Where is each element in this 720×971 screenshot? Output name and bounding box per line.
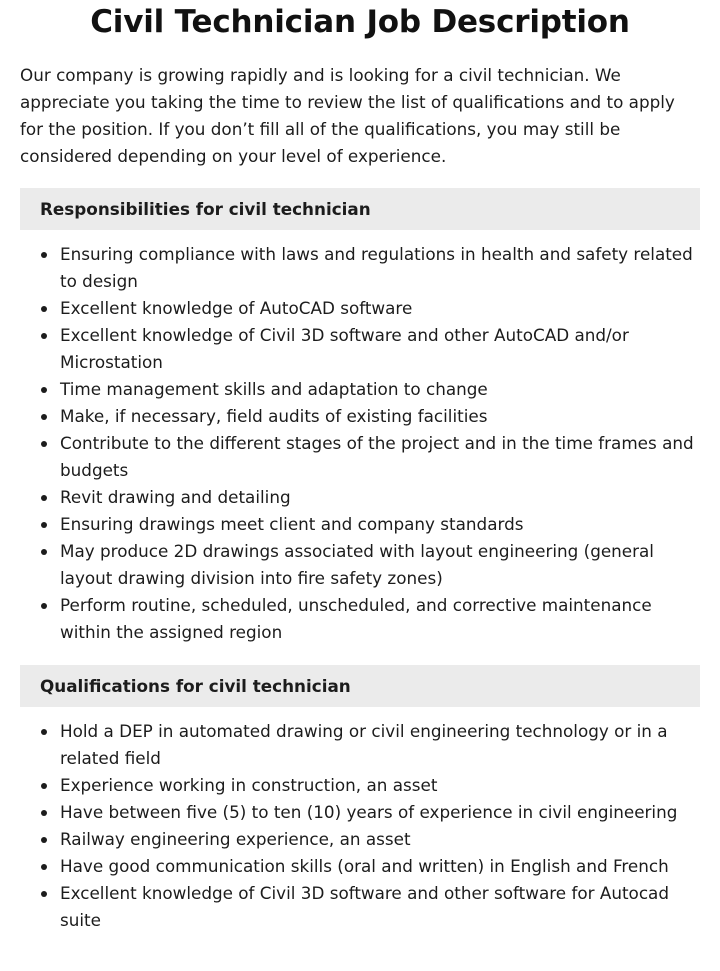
bullet-icon bbox=[41, 837, 47, 843]
list-item bbox=[20, 826, 700, 853]
list-item-text: Time management skills and adaptation to change bbox=[60, 379, 488, 399]
list-item-text: Excellent knowledge of Civil 3D software and other software for Autocad suite bbox=[60, 883, 669, 930]
list-item bbox=[20, 295, 700, 322]
bullet-icon bbox=[41, 414, 47, 420]
list-item bbox=[20, 322, 700, 376]
list-item bbox=[20, 403, 700, 430]
list-item bbox=[20, 484, 700, 511]
bullet-icon bbox=[41, 306, 47, 312]
list-item bbox=[20, 538, 700, 592]
qualifications-list bbox=[20, 718, 700, 934]
bullet-icon bbox=[41, 891, 47, 897]
bullet-icon bbox=[41, 810, 47, 816]
list-item bbox=[20, 376, 700, 403]
list-item-text: Perform routine, scheduled, unscheduled, and corrective maintenance within the assigned region bbox=[60, 595, 652, 642]
list-item bbox=[20, 592, 700, 646]
list-item-text: Have good communication skills (oral and written) in English and French bbox=[60, 856, 669, 876]
list-item bbox=[20, 772, 700, 799]
list-item-text: Ensuring drawings meet client and company standards bbox=[60, 514, 524, 534]
list-item bbox=[20, 511, 700, 538]
list-item bbox=[20, 799, 700, 826]
list-item-text: Make, if necessary, field audits of existing facilities bbox=[60, 406, 488, 426]
intro-paragraph: Our company is growing rapidly and is looking for a civil technician. We appreciate you taking the time to review the list of qualifications and to apply for the position. If you don’t fill all of the qualifications, you may still be considered depending on your level of experience. bbox=[20, 65, 675, 166]
bullet-icon bbox=[41, 387, 47, 393]
list-item-text: May produce 2D drawings associated with layout engineering (general layout drawing division into fire safety zones) bbox=[60, 541, 654, 588]
bullet-icon bbox=[41, 783, 47, 789]
list-item-text: Contribute to the different stages of the project and in the time frames and budgets bbox=[60, 433, 694, 480]
list-item-text: Experience working in construction, an asset bbox=[60, 775, 438, 795]
list-item-text: Revit drawing and detailing bbox=[60, 487, 291, 507]
list-item-text: Have between five (5) to ten (10) years of experience in civil engineering bbox=[60, 802, 678, 822]
list-item bbox=[20, 430, 700, 484]
bullet-icon bbox=[41, 333, 47, 339]
list-item-text: Hold a DEP in automated drawing or civil engineering technology or in a related field bbox=[60, 721, 668, 768]
list-item-text: Excellent knowledge of Civil 3D software and other AutoCAD and/or Microstation bbox=[60, 325, 629, 372]
bullet-icon bbox=[41, 495, 47, 501]
list-item bbox=[20, 880, 700, 934]
list-item-text: Excellent knowledge of AutoCAD software bbox=[60, 298, 413, 318]
list-item bbox=[20, 853, 700, 880]
page-title: Civil Technician Job Description bbox=[90, 4, 630, 40]
bullet-icon bbox=[41, 549, 47, 555]
list-item-text: Railway engineering experience, an asset bbox=[60, 829, 411, 849]
bullet-icon bbox=[41, 252, 47, 258]
list-item bbox=[20, 241, 700, 295]
responsibilities-list bbox=[20, 241, 700, 646]
bullet-icon bbox=[41, 441, 47, 447]
bullet-icon bbox=[41, 603, 47, 609]
responsibilities-heading: Responsibilities for civil technician bbox=[20, 188, 700, 230]
bullet-icon bbox=[41, 729, 47, 735]
qualifications-heading: Qualifications for civil technician bbox=[20, 665, 700, 707]
bullet-icon bbox=[41, 864, 47, 870]
list-item-text: Ensuring compliance with laws and regulations in health and safety related to design bbox=[60, 244, 693, 291]
list-item bbox=[20, 718, 700, 772]
bullet-icon bbox=[41, 522, 47, 528]
